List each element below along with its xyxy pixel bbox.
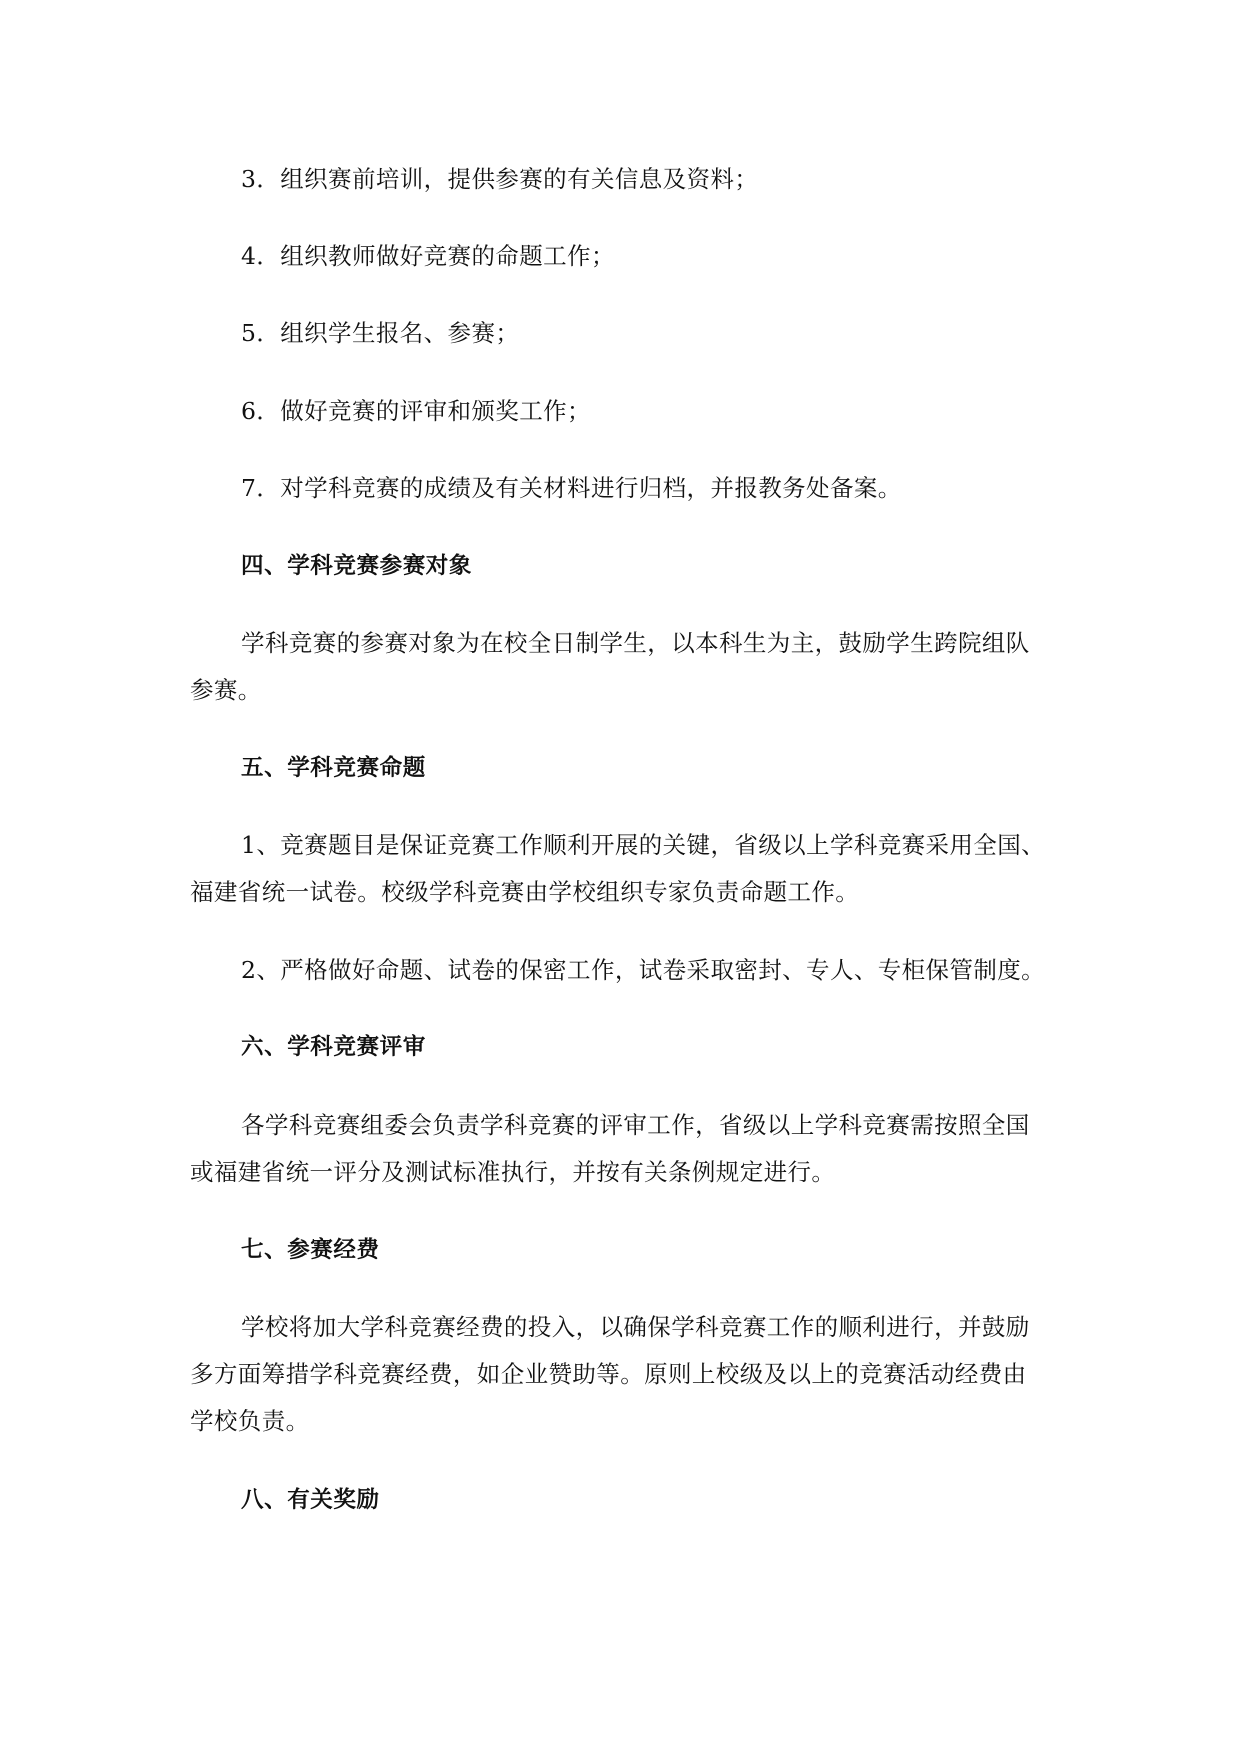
paragraph-line: 参赛。 [190,676,262,704]
list-item: 4．组织教师做好竞赛的命题工作； [241,242,615,270]
list-item: 7．对学科竞赛的成绩及有关材料进行归档，并报教务处备案。 [241,474,902,502]
paragraph-line: 学校将加大学科竞赛经费的投入，以确保学科竞赛工作的顺利进行，并鼓励 [241,1313,1030,1341]
section-heading-proposition: 五、学科竞赛命题 [241,755,426,781]
paragraph-line: 多方面筹措学科竞赛经费，如企业赞助等。原则上校级及以上的竞赛活动经费由 [190,1360,1027,1388]
list-item: 5．组织学生报名、参赛； [241,319,520,347]
section-heading-funding: 七、参赛经费 [241,1237,380,1263]
paragraph-line: 各学科竞赛组委会负责学科竞赛的评审工作，省级以上学科竞赛需按照全国 [241,1111,1030,1139]
section-heading-review: 六、学科竞赛评审 [241,1034,426,1060]
paragraph-line: 学科竞赛的参赛对象为在校全日制学生，以本科生为主，鼓励学生跨院组队 [241,629,1030,657]
paragraph-line: 1、竞赛题目是保证竞赛工作顺利开展的关键，省级以上学科竞赛采用全国、 [241,831,1046,859]
paragraph-line: 2、严格做好命题、试卷的保密工作，试卷采取密封、专人、专柜保管制度。 [241,956,1046,984]
paragraph-line: 学校负责。 [190,1407,310,1435]
section-heading-participants: 四、学科竞赛参赛对象 [241,553,473,579]
section-heading-rewards: 八、有关奖励 [241,1487,380,1513]
list-item: 3．组织赛前培训，提供参赛的有关信息及资料； [241,165,759,193]
paragraph-line: 福建省统一试卷。校级学科竞赛由学校组织专家负责命题工作。 [190,878,860,906]
paragraph-line: 或福建省统一评分及测试标准执行，并按有关条例规定进行。 [190,1158,836,1186]
list-item: 6．做好竞赛的评审和颁奖工作； [241,397,591,425]
